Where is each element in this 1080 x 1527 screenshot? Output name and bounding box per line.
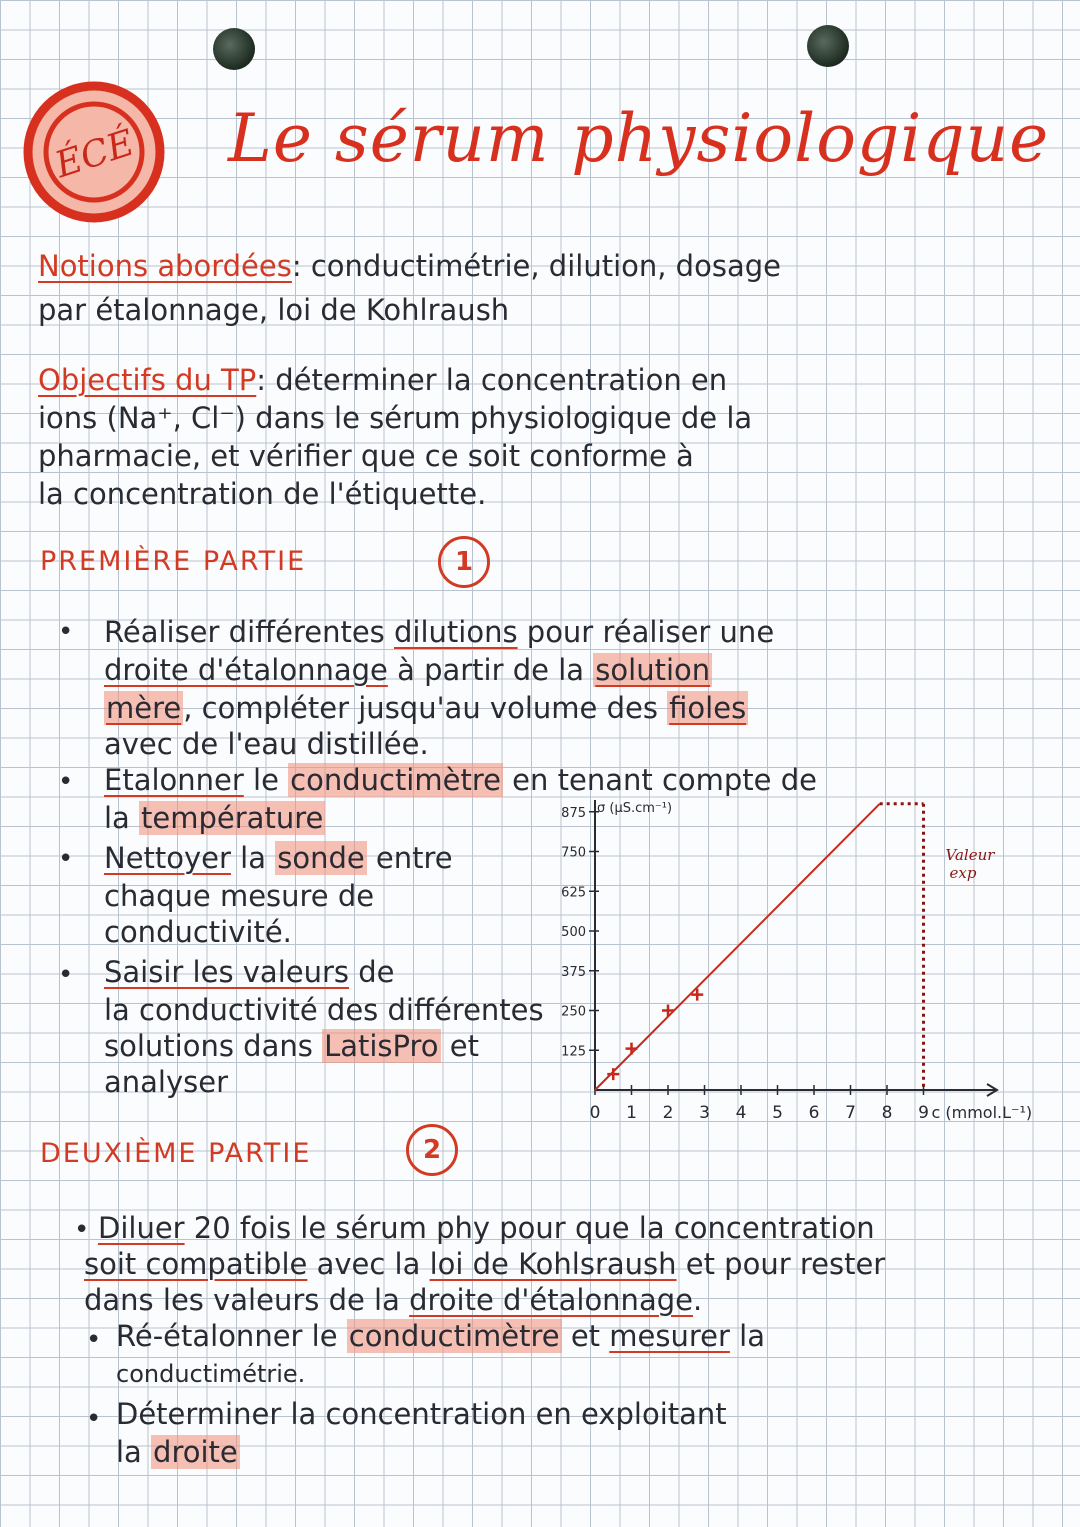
x-tick-label: 6 bbox=[808, 1103, 820, 1123]
notions-line-2: par étalonnage, loi de Kohlraush bbox=[38, 293, 510, 327]
bullet-dot: • bbox=[58, 767, 74, 797]
x-tick-label: 7 bbox=[845, 1103, 856, 1123]
part2-bullet3-line2: la droite bbox=[116, 1435, 238, 1469]
bullet-dot: • bbox=[58, 844, 74, 874]
part1-bullet3-line3: conductivité. bbox=[104, 915, 292, 949]
objectifs-line-1: Objectifs du TP: déterminer la concentration en bbox=[38, 363, 728, 397]
bullet-dot: • bbox=[74, 1215, 90, 1245]
part1-bullet2-line2: la température bbox=[104, 801, 324, 835]
x-tick-label: 0 bbox=[589, 1103, 601, 1123]
part2-bullet2-line2: conductimétrie. bbox=[116, 1360, 306, 1388]
part2-bullet3-line1: Déterminer la concentration en exploitant bbox=[116, 1397, 727, 1431]
part2-bullet1-line2: soit compatible avec la loi de Kohlsraush et pour rester bbox=[84, 1247, 886, 1281]
y-tick-label: 500 bbox=[561, 925, 586, 940]
y-tick-label: 625 bbox=[561, 885, 586, 901]
part1-bullet4-line4: analyser bbox=[104, 1065, 229, 1099]
x-tick-label: 4 bbox=[735, 1103, 747, 1123]
annotation-exp: exp bbox=[949, 864, 977, 882]
part2-bullet1-line3: dans les valeurs de la droite d'étalonnage. bbox=[84, 1283, 703, 1317]
annotation-valeur: Valeur bbox=[945, 846, 995, 864]
part1-bullet4-line2: la conductivité des différentes bbox=[104, 993, 544, 1027]
y-tick-label: 125 bbox=[561, 1044, 586, 1060]
part1-heading: PREMIÈRE PARTIE bbox=[40, 546, 307, 577]
bullet-dot: • bbox=[86, 1325, 102, 1355]
bullet-dot: • bbox=[86, 1404, 102, 1434]
data-point bbox=[607, 1068, 619, 1080]
part1-number-badge: 1 bbox=[438, 536, 490, 588]
svg-text:ÉCÉ: ÉCÉ bbox=[50, 122, 140, 187]
ece-stamp-logo bbox=[20, 78, 168, 226]
part1-bullet1-line2: droite d'étalonnage à partir de la solution bbox=[104, 653, 711, 687]
bullet-dot: • bbox=[58, 960, 74, 990]
part1-bullet1-line3: mère, compléter jusqu'au volume des fioles bbox=[106, 691, 747, 725]
punch-hole-right bbox=[807, 25, 849, 67]
part1-bullet2-line1: Etalonner le conductimètre en tenant compte de bbox=[104, 763, 817, 797]
notions-label: Notions abordées bbox=[38, 249, 292, 283]
y-tick-label: 375 bbox=[561, 964, 586, 980]
objectifs-line-2: ions (Na⁺, Cl⁻) dans le sérum physiologique de la bbox=[38, 401, 753, 435]
x-tick-label: 2 bbox=[662, 1103, 674, 1123]
part2-number-badge: 2 bbox=[406, 1124, 458, 1176]
part1-bullet1-line4: avec de l'eau distillée. bbox=[104, 727, 429, 761]
x-tick-label: 3 bbox=[699, 1103, 710, 1123]
part1-bullet3-line2: chaque mesure de bbox=[104, 879, 375, 913]
y-axis-label: σ (µS.cm⁻¹) bbox=[597, 801, 673, 816]
x-tick-label: 9 bbox=[918, 1103, 929, 1123]
objectifs-label: Objectifs du TP bbox=[38, 363, 257, 397]
x-axis-label: c (mmol.L⁻¹) bbox=[931, 1103, 1033, 1122]
part1-bullet3-line1: Nettoyer la sonde entre bbox=[104, 841, 453, 875]
notions-line-1: Notions abordées: conductimétrie, dilution, dosage bbox=[38, 249, 781, 283]
part1-bullet1-line1: Réaliser différentes dilutions pour réaliser une bbox=[104, 615, 775, 649]
page-title: Le sérum physiologique bbox=[228, 100, 1050, 177]
objectifs-line-4: la concentration de l'étiquette. bbox=[38, 477, 487, 511]
x-tick-label: 1 bbox=[626, 1103, 637, 1123]
objectifs-line-3: pharmacie, et vérifier que ce soit conforme à bbox=[38, 439, 694, 473]
x-tick-label: 8 bbox=[881, 1103, 893, 1123]
x-tick-label: 5 bbox=[772, 1103, 783, 1123]
y-tick-label: 250 bbox=[561, 1004, 586, 1020]
data-point bbox=[626, 1043, 638, 1055]
part2-bullet2-line1: Ré-étalonner le conductimètre et mesurer la bbox=[116, 1319, 765, 1353]
bullet-dot: • bbox=[58, 617, 74, 647]
part2-heading: DEUXIÈME PARTIE bbox=[40, 1138, 312, 1169]
y-tick-label: 875 bbox=[561, 805, 586, 821]
calibration-fit-line bbox=[595, 804, 880, 1090]
punch-hole-left bbox=[213, 28, 255, 70]
part2-bullet1-line1: Diluer 20 fois le sérum phy pour que la concentration bbox=[98, 1211, 875, 1245]
data-point bbox=[662, 1005, 674, 1017]
part1-bullet4-line1: Saisir les valeurs de bbox=[104, 955, 395, 989]
y-tick-label: 750 bbox=[561, 845, 586, 861]
part1-bullet4-line3: solutions dans LatisPro et bbox=[104, 1029, 479, 1063]
calibration-chart bbox=[540, 790, 1060, 1130]
